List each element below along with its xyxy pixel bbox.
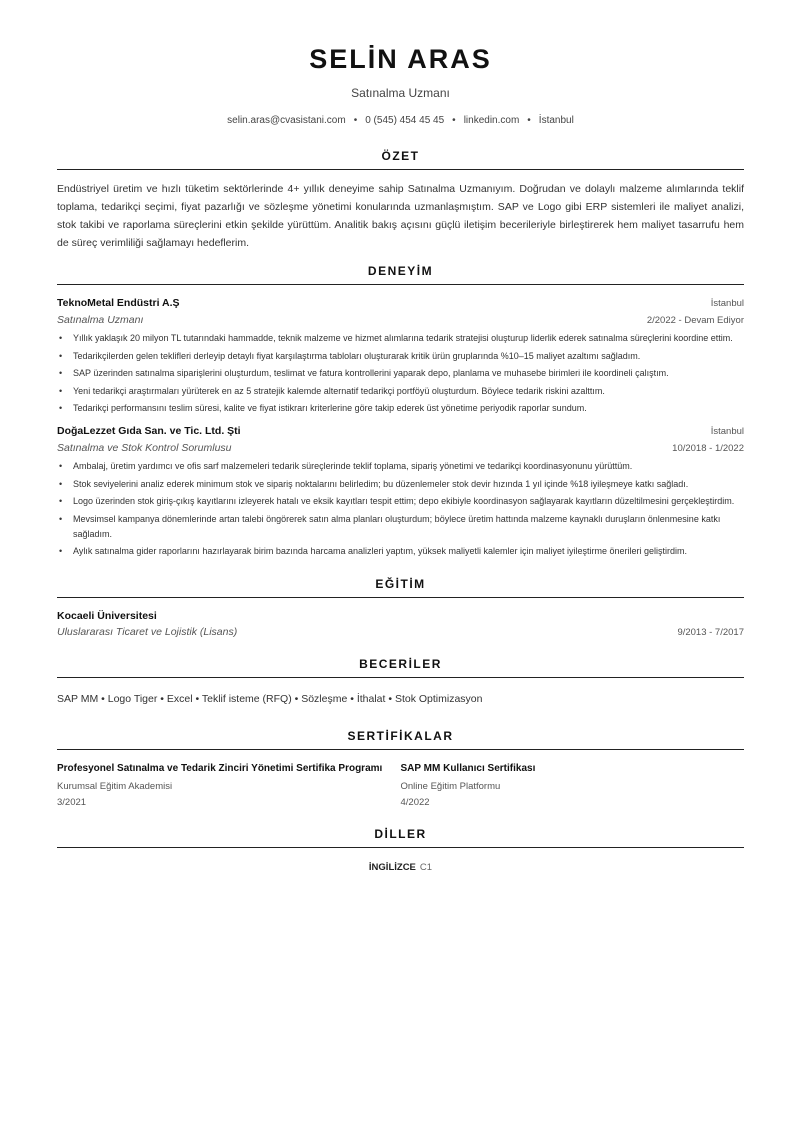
education-entry <box>57 608 744 641</box>
certificate-date: 3/2021 <box>57 797 87 808</box>
education-heading: EĞİTİM <box>57 577 744 598</box>
job-bullet: • SAP üzerinden satınalma siparişlerini oluşturdum, teslimat ve fatura kontrollerini yaparak depo, planlama ve muhasebe birimleri ile koordineli çalıştım. <box>57 366 744 381</box>
degree-name: Uluslararası Ticaret ve Lojistik (Lisans) <box>57 626 238 638</box>
job-company: TeknoMetal Endüstri A.Ş <box>57 297 180 309</box>
job-bullet: • Tedarikçilerden gelen teklifleri derleyip detaylı fiyat karşılaştırma tabloları oluşturarak kritik ürün gruplarında %10–15 maliyet azaltımı sağladım. <box>57 349 744 364</box>
contact-line <box>57 114 744 127</box>
job-entry <box>57 423 744 559</box>
candidate-name: SELİN ARAS <box>309 44 492 74</box>
separator-dot: • <box>452 115 456 126</box>
job-role: Satınalma ve Stok Kontrol Sorumlusu <box>57 442 232 454</box>
phone-text: 0 (545) 454 45 45 <box>365 115 445 126</box>
certificate-org: Kurumsal Eğitim Akademisi <box>57 781 173 792</box>
skills-list: SAP MM • Logo Tiger • Excel • Teklif isteme (RFQ) • Sözleşme • İthalat • Stok Optimizasyon <box>57 693 483 705</box>
certificate-name: Profesyonel Satınalma ve Tedarik Zinciri Yönetimi Sertifika Programı <box>57 763 383 774</box>
separator-dot: • <box>353 115 358 126</box>
job-bullet: • Aylık satınalma gider raporlarını hazırlayarak birim bazında harcama analizleri yaptım, yüksek maliyetli kalemler için maliyet iyileştirme önerileri geliştirdim. <box>57 544 744 559</box>
school-name: Kocaeli Üniversitesi <box>57 610 157 622</box>
job-bullet: • Ambalaj, üretim yardımcı ve ofis sarf malzemeleri tedarik süreçlerinde teklif toplama, sipariş yönetimi ve tedarikçi koordinasyonunu yürüttüm. <box>57 459 744 474</box>
language-item <box>57 861 744 875</box>
job-role: Satınalma Uzmanı <box>57 314 144 326</box>
job-bullet: • Mevsimsel kampanya dönemlerinde artan talebi öngörerek satın alma planları oluşturdum; böylece üretim hattında malzeme kaynaklı duruşların önlenmesine katkı sağladım. <box>57 512 744 542</box>
certificates-heading: SERTİFİKALAR <box>57 729 744 750</box>
job-location: İstanbul <box>710 426 744 437</box>
job-bullet: • Logo üzerinden stok giriş-çıkış kayıtlarını izleyerek hatalı ve eksik kayıtları tespit ettim; depo ekibiyle koordinasyon sağlayarak kayıtların düzeltilmesini gerçekleştirdim. <box>57 494 744 509</box>
email-link[interactable]: selin.aras@cvasistani.com <box>227 115 346 126</box>
job-company: DoğaLezzet Gıda San. ve Tic. Ltd. Şti <box>57 425 241 437</box>
language-name: İNGİLİZCE <box>368 862 416 873</box>
candidate-title: Satınalma Uzmanı <box>351 86 450 100</box>
certificate-org: Online Eğitim Platformu <box>400 781 501 792</box>
city-text: İstanbul <box>538 115 574 126</box>
job-bullet: • Yeni tedarikçi araştırmaları yürüterek en az 5 stratejik kalemde alternatif tedarikçi portföyü oluşturdum. Böylece tedarik riskini azalttım. <box>57 384 744 399</box>
job-bullet: • Yıllık yaklaşık 20 milyon TL tutarındaki hammadde, teknik malzeme ve hizmet alımlarına tedarik stratejisi oluşturup liderlik ederek satınalma süreçlerini koordine ettim. <box>57 331 744 346</box>
job-entry <box>57 295 744 416</box>
linkedin-link[interactable]: linkedin.com <box>463 115 520 126</box>
summary-text: Endüstriyel üretim ve hızlı tüketim sektörlerinde 4+ yıllık deneyime sahip Satınalma Uzmanıyım. Doğrudan ve dolaylı malzeme alımlarında teklif toplama, tedarikçi seçimi, fiyat pazarlığı ve sözleşme yönetimi konularında uzmanlaşmıştım. SAP ve Logo gibi ERP sistemleri ile maliyet analizi, stok takibi ve raporlama süreçlerini etkin şekilde yürüttüm. Analitik bakış açısını güçlü iletişim becerileriyle birleştirerek hem maliyet tasarrufu hem de süreç verimliliği sağlamayı hedeflerim. <box>57 183 744 249</box>
languages-heading: DİLLER <box>57 827 744 848</box>
job-dates: 2/2022 - Devam Ediyor <box>646 315 744 326</box>
certificates-list <box>57 760 744 810</box>
certificate-item <box>57 760 401 810</box>
education-dates: 9/2013 - 7/2017 <box>677 627 744 638</box>
job-location: İstanbul <box>710 298 744 309</box>
job-bullet: • Stok seviyelerini analiz ederek minimum stok ve sipariş noktalarını belirledim; bu düzenlemeler stok devir hızında 1 yıl içinde %18 iyileşmeye katkı sağladı. <box>57 477 744 492</box>
experience-heading: DENEYİM <box>57 264 744 285</box>
skills-heading: BECERİLER <box>57 657 744 678</box>
resume-page <box>57 0 744 875</box>
job-bullets <box>57 459 744 559</box>
job-bullets <box>57 331 744 416</box>
certificate-date: 4/2022 <box>400 797 430 808</box>
certificate-item <box>401 760 745 810</box>
summary-heading: ÖZET <box>57 149 744 170</box>
job-dates: 10/2018 - 1/2022 <box>672 443 744 454</box>
separator-dot: • <box>527 115 531 126</box>
certificate-name: SAP MM Kullanıcı Sertifikası <box>400 763 536 774</box>
language-level: C1 <box>419 862 433 873</box>
job-bullet: • Tedarikçi performansını teslim süresi, kalite ve fiyat istikrarı kriterlerine göre takip ederek üst yönetime periyodik raporlar sundum. <box>57 401 744 416</box>
